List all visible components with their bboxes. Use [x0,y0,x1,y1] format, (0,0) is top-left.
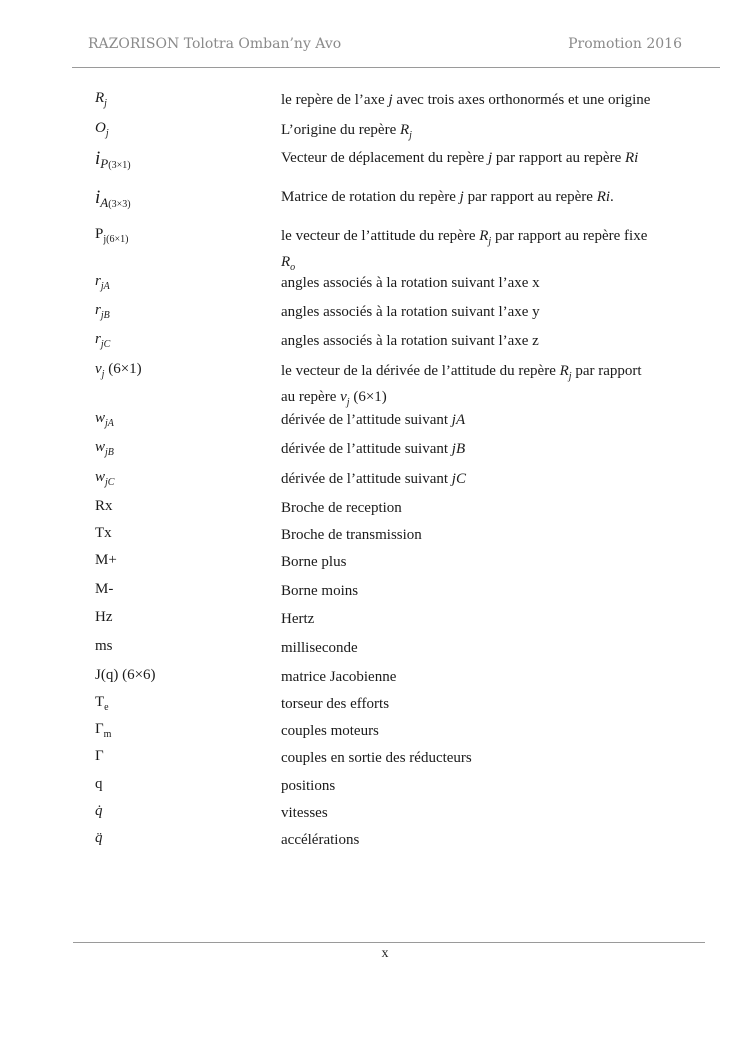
symbol: M+ [95,552,117,568]
symbol: $i_{A(3\times 3)}$ [95,187,131,210]
description: L’origine du repère $R_j$ [281,122,412,141]
description: le vecteur de l’attitude du repère $R_j$ par rapport au repère fixe $R_o$ [281,228,648,273]
description: torseur des efforts [281,696,390,712]
symbol: $w_{jB}$ [95,439,114,458]
description: milliseconde [281,640,358,656]
symbol: $O_j$ [95,120,109,139]
description: dérivée de l’attitude suivant jC [281,471,466,487]
symbol: $T_e$ [95,694,109,713]
symbol: Hz [95,609,113,625]
description: matrice Jacobienne [281,669,397,685]
symbol: $v_j$ (6×1) [95,361,142,380]
symbol: $r_{jB}$ [95,302,110,321]
description: angles associés à la rotation suivant l’axe y [281,304,540,320]
symbol: M- [95,581,114,597]
description: Broche de transmission [281,527,422,543]
symbol: $r_{jA}$ [95,273,110,292]
description: couples en sortie des réducteurs [281,750,472,766]
footer-rule [73,942,705,943]
description: le repère de l’axe j avec trois axes orthonormés et une origine [281,92,651,108]
description: le vecteur de la dérivée de l’attitude du repère $R_j$ par rapport au repère $v_j$ (6×1) [281,363,642,408]
description: couples moteurs [281,723,379,739]
symbol: Rx [95,498,113,514]
symbol: q̈ [95,830,103,846]
symbol: $\Gamma_m$ [95,721,112,740]
header-rule [72,67,720,68]
symbol: $w_{jA}$ [95,410,114,429]
description: accélérations [281,832,360,848]
symbol: J(q) (6×6) [95,667,156,683]
symbol: $i_{P(3\times 1)}$ [95,148,131,171]
description: angles associés à la rotation suivant l’axe x [281,275,540,291]
page-number: x [381,946,389,961]
symbol: q [95,776,103,792]
symbol: q̇ [95,803,103,819]
description: vitesses [281,805,328,821]
description: Matrice de rotation du repère j par rapport au repère Ri. [281,189,614,205]
symbol: $P_{j(6\times 1)}$ [95,226,129,245]
symbol: Tx [95,525,112,541]
description: positions [281,778,336,794]
description: Vecteur de déplacement du repère j par rapport au repère Ri [281,150,639,166]
symbol: $R_j$ [95,90,107,109]
description: Broche de reception [281,500,402,516]
description: Borne plus [281,554,347,570]
description: Borne moins [281,583,359,599]
header-author: RAZORISON Tolotra Omban’ny Avo [88,36,342,52]
description: Hertz [281,611,315,627]
symbol: $w_{jC}$ [95,469,115,488]
symbol: $r_{jC}$ [95,331,111,350]
description: dérivée de l’attitude suivant jA [281,412,466,428]
header-promotion: Promotion 2016 [568,36,682,52]
symbol: ms [95,638,113,654]
symbol: Γ [95,748,104,764]
description: dérivée de l’attitude suivant jB [281,441,466,457]
description: angles associés à la rotation suivant l’axe z [281,333,539,349]
